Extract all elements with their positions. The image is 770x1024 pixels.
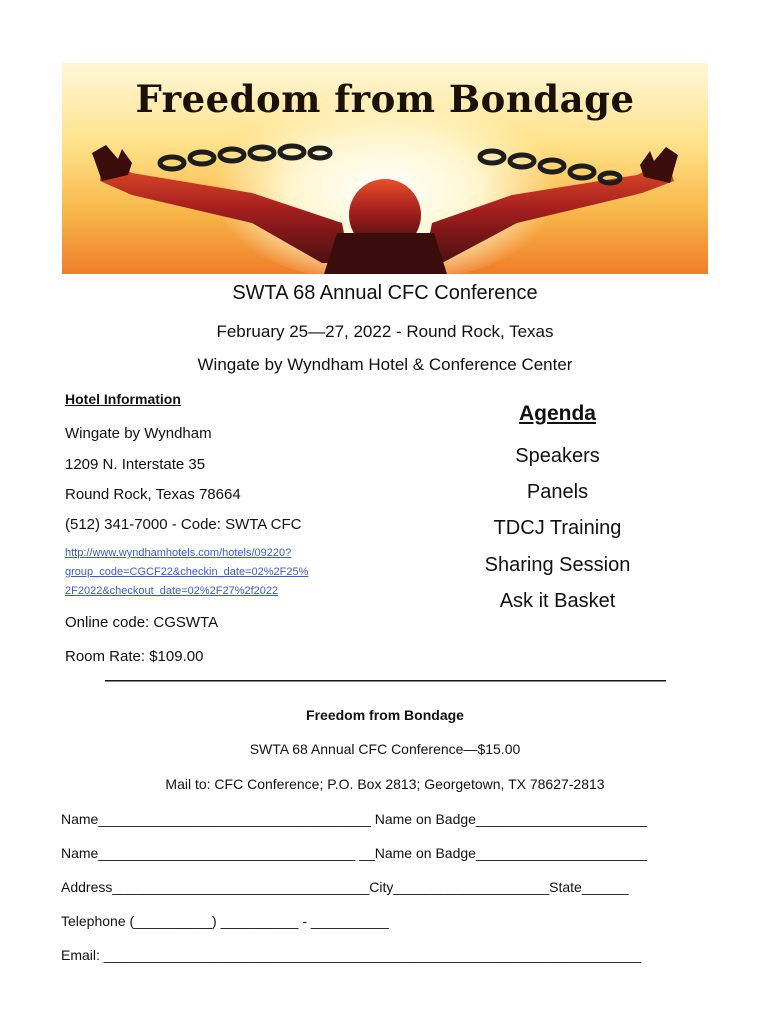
address-field-row[interactable]: Address_________________________________City____________________State______ <box>61 879 629 895</box>
room-rate: Room Rate: $109.00 <box>65 648 204 665</box>
form-price: SWTA 68 Annual CFC Conference—$15.00 <box>249 741 521 757</box>
cut-line-divider: ———————————————————————————————————————— <box>105 672 665 689</box>
agenda-item: Panels <box>526 481 589 503</box>
agenda-item: Speakers <box>515 445 600 467</box>
conference-title: SWTA 68 Annual CFC Conference <box>232 282 538 304</box>
agenda-item: Sharing Session <box>484 554 631 576</box>
name-field-row[interactable]: Name_________________________________ __Name on Badge______________________ <box>61 845 648 861</box>
name-field-row[interactable]: Name___________________________________ Name on Badge______________________ <box>61 811 648 827</box>
email-field-row[interactable]: Email: _____________________________________________________________________ <box>61 947 642 963</box>
hotel-street: 1209 N. Interstate 35 <box>65 456 206 473</box>
agenda-item: Ask it Basket <box>499 590 616 612</box>
conference-venue: Wingate by Wyndham Hotel & Conference Center <box>197 355 573 374</box>
conference-dates: February 25—27, 2022 - Round Rock, Texas <box>216 322 554 341</box>
banner-image <box>62 63 708 274</box>
hotel-booking-link[interactable]: 2F2022&checkout_date=02%2F27%2f2022 <box>65 585 279 597</box>
hotel-booking-link[interactable]: http://www.wyndhamhotels.com/hotels/09220? <box>65 547 292 559</box>
telephone-field-row[interactable]: Telephone (__________) __________ - __________ <box>61 913 389 929</box>
hotel-phone: (512) 341-7000 - Code: SWTA CFC <box>65 516 302 533</box>
hotel-city: Round Rock, Texas 78664 <box>65 486 241 503</box>
agenda-item: TDCJ Training <box>493 517 622 539</box>
form-title: Freedom from Bondage <box>306 707 464 723</box>
hotel-name: Wingate by Wyndham <box>65 425 212 442</box>
hotel-booking-link[interactable]: group_code=CGCF22&checkin_date=02%2F25% <box>65 566 309 578</box>
hotel-info-heading: Hotel Information <box>65 391 181 407</box>
banner-title: Freedom from Bondage <box>135 77 635 121</box>
mailing-address: Mail to: CFC Conference; P.O. Box 2813; Georgetown, TX 78627-2813 <box>165 776 605 792</box>
online-code: Online code: CGSWTA <box>65 614 219 631</box>
agenda-heading: Agenda <box>518 402 596 425</box>
